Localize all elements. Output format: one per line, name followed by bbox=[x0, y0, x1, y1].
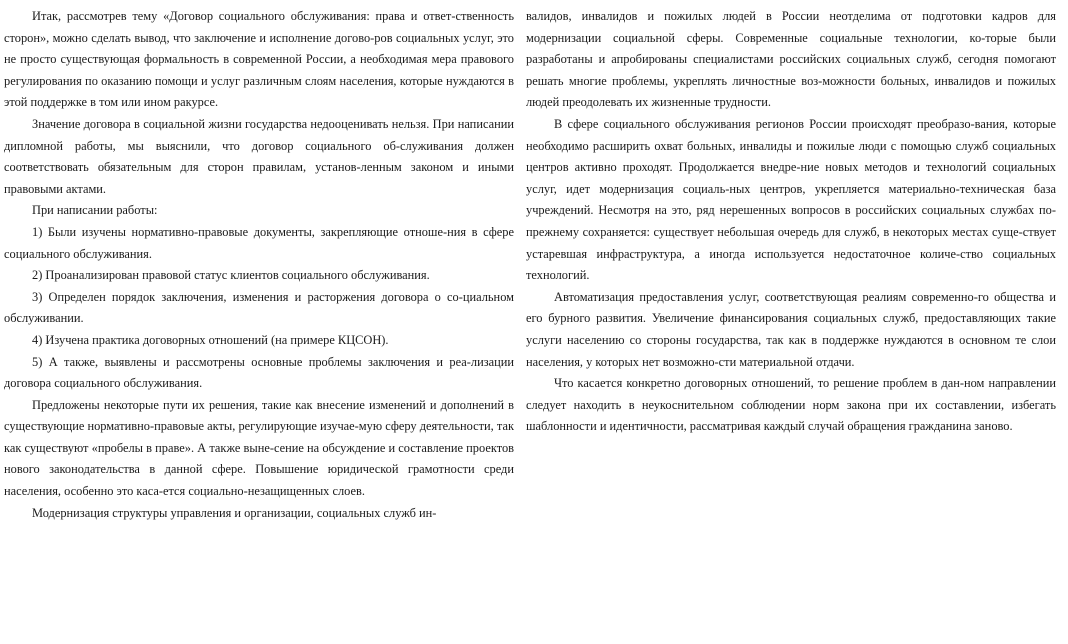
list-item-4: 4) Изучена практика договорных отношений (на примере КЦСОН). bbox=[32, 332, 389, 347]
paragraph-contract-importance: Значение договора в социальной жизни государства недооценивать нельзя. При написании дипломной работы, мы выяснили, что договор социального об-служивания должен соответствовать обязательным для сторон правилам, установ-ленным законом и иными правовыми актами. bbox=[4, 116, 514, 196]
list-item-5: 5) А также, выявлены и рассмотрены основные проблемы заключения и реа-лизации договора социального обслуживания. bbox=[4, 354, 514, 391]
list-item-2: 2) Проанализирован правовой статус клиентов социального обслуживания. bbox=[32, 268, 430, 283]
paragraph-work-heading: При написании работы: bbox=[32, 203, 158, 218]
paragraph-regional-transformations: В сфере социального обслуживания регионов России происходят преобразо-вания, которые необходимо расширить охват больных, инвалиды и пожилые люди с помощью служб социальных центров активно проходят. Продолжается внедре-ние новых методов и технологий социальных услуг, идет модернизация социаль-ных центров, укрепляется материально-техническая база учреждений. Несмотря на это, ряд нерешенных вопросов в российских социальных службах по-прежнему сохраняется: существует небольшая очередь для служб, в некоторых местах суще-ствует устаревшая инфраструктура, а иногда используется недостаточное количе-ство социальных технологий. bbox=[526, 116, 1056, 283]
paragraph-conclusion-intro: Итак, рассмотрев тему «Договор социального обслуживания: права и ответ-ственность сторон», можно сделать вывод, что заключение и исполнение догово-ров социальных услуг, это не просто существующая формальность в современной России, а необходимая мера правового регулирования по оказанию помощи и услуг различным слоям населения, которые нуждаются в этой поддержке в том или ином ракурсе. bbox=[4, 9, 514, 110]
paragraph-automation: Автоматизация предоставления услуг, соответствующая реалиям современно-го общества и его бурного развития. Увеличение финансирования социальных служб, предоставляющих такие услуги населению со стороны государства, так как в поддержке нуждаются в основном те слои населения, у которых нет возможно-сти материальной отдачи. bbox=[526, 289, 1056, 369]
paragraph-contract-relations: Что касается конкретно договорных отношений, то решение проблем в дан-ном направлении следует находить в неукоснительном соблюдении норм закона при их составлении, избегать шаблонности и идентичности, рассматривая каждый случай обращения гражданина заново. bbox=[526, 376, 1056, 434]
list-item-1: 1) Были изучены нормативно-правовые документы, закрепляющие отноше-ния в сфере социального обслуживания. bbox=[4, 224, 514, 261]
paragraph-modernization-start: Модернизация структуры управления и организации, социальных служб ин- bbox=[32, 505, 437, 520]
paragraph-solutions: Предложены некоторые пути их решения, такие как внесение изменений и дополнений в существующие нормативно-правовые акты, регулирующие изучае-мую сферу деятельности, так как существуют «пробелы в праве». А также выне-сение на обсуждение и составление проектов нового законодательства в данной сфере. Повышение юридической грамотности среди населения, особенно это каса-ется социально-незащищенных слоев. bbox=[4, 397, 514, 499]
left-column bbox=[4, 6, 514, 524]
list-item-3: 3) Определен порядок заключения, изменения и расторжения договора о со-циальном обслуживании. bbox=[4, 289, 514, 326]
paragraph-modernization-continued: валидов, инвалидов и пожилых людей в России неотделима от подготовки кадров для модернизации социальной сферы. Современные социальные технологии, ко-торые были разработаны и апробированы специалистами российских социальных служб, сегодня помогают решать многие проблемы, укреплять личностные воз-можности больных, инвалидов и пожилых людей преодолевать их жизненные трудности. bbox=[526, 9, 1056, 110]
right-column bbox=[526, 6, 1056, 438]
